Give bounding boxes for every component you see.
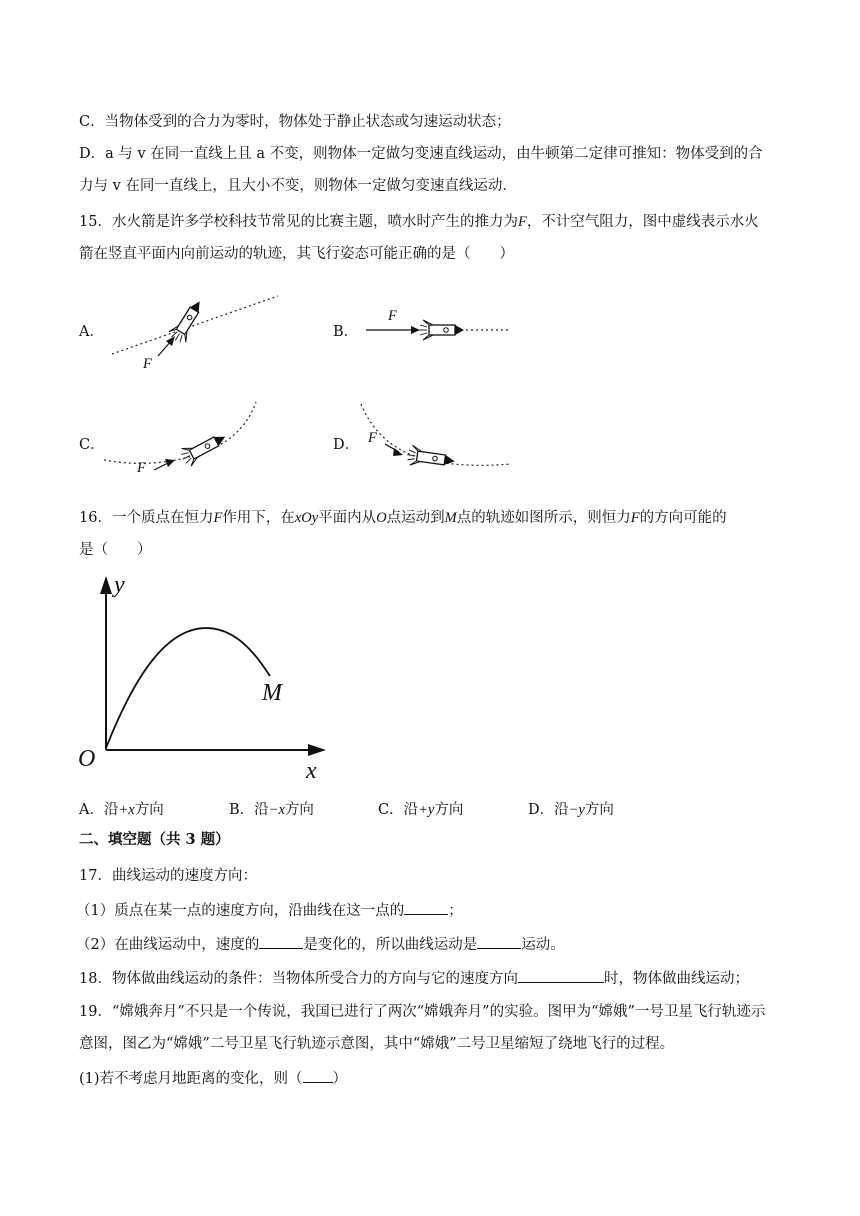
- q15-option-a-force-label: F: [143, 356, 152, 372]
- q19-stem-line1: 19．“嫦娥奔月”不只是一个传说，我国已进行了两次“嫦娥奔月”的实验。图甲为“嫦娥”一号卫星飞行轨迹示: [79, 1004, 766, 1020]
- q18-blank[interactable]: [518, 968, 604, 983]
- q16-option-b: B．沿−x方向: [229, 802, 314, 818]
- q15-option-a-figure: [100, 290, 300, 380]
- q15-option-c-label: C．: [79, 437, 105, 453]
- graph-point-m-label: M: [262, 680, 282, 706]
- q16-option-c: C．沿+y方向: [378, 802, 464, 818]
- section-2-title: 二、填空题（共 3 题）: [79, 831, 230, 848]
- q15-option-a-label: A．: [79, 324, 104, 340]
- q14-option-c: C．当物体受到的合力为零时，物体处于静止状态或匀速运动状态；: [79, 114, 511, 130]
- rocket-icon: [406, 445, 456, 471]
- q17-blank-1[interactable]: [404, 900, 448, 915]
- q17-blank-2[interactable]: [259, 934, 303, 949]
- q15-option-b-figure: [360, 314, 520, 344]
- q15-option-c-figure: [100, 398, 270, 478]
- q15-option-d-figure: [355, 400, 525, 475]
- q17-stem: 17．曲线运动的速度方向：: [79, 868, 257, 884]
- q19-sub1: (1)若不考虑月地距离的变化，则（ ）: [79, 1068, 347, 1089]
- q15-stem-line1: 15．水火箭是许多学校科技节常见的比赛主题，喷水时产生的推力为F，不计空气阻力，图中虚线表示水火: [79, 214, 759, 230]
- q19-stem-line2: 意图，图乙为“嫦娥”二号卫星飞行轨迹示意图，其中“嫦娥”二号卫星缩短了绕地飞行的过程。: [79, 1036, 675, 1052]
- graph-y-label: y: [114, 572, 125, 598]
- q19-blank-1[interactable]: [303, 1068, 333, 1083]
- rocket-icon: [419, 320, 464, 340]
- q15-option-d-label: D．: [333, 437, 360, 453]
- q17-sub1: （1）质点在某一点的速度方向，沿曲线在这一点的 ；: [76, 900, 463, 921]
- q16-option-d: D．沿−y方向: [528, 802, 614, 818]
- q18-stem: 18．物体做曲线运动的条件：当物体所受合力的方向与它的速度方向 时，物体做曲线运动；: [79, 968, 749, 989]
- q16-option-a: A．沿+x方向: [79, 802, 164, 818]
- q15-option-b-force-label: F: [388, 308, 397, 324]
- graph-origin-label: O: [78, 746, 96, 772]
- q14-option-d-line1: D．a 与 v 在同一直线上且 a 不变，则物体一定做匀变速直线运动，由牛顿第二定律可推知：物体受到的合: [79, 146, 763, 162]
- q17-sub2: （2）在曲线运动中，速度的 是变化的，所以曲线运动是 运动。: [76, 934, 565, 955]
- q16-trajectory-graph: [78, 572, 338, 782]
- q15-option-b-label: B．: [333, 324, 359, 340]
- q16-stem-line2: 是（ ）: [79, 542, 152, 558]
- graph-x-label: x: [306, 758, 317, 784]
- q17-blank-3[interactable]: [477, 934, 521, 949]
- q15-option-d-force-label: F: [368, 430, 377, 446]
- q16-stem-line1: 16．一个质点在恒力F作用下，在xOy平面内从O点运动到M点的轨迹如图所示，则恒力F的方向可能的: [79, 510, 727, 526]
- rocket-icon: [178, 428, 230, 468]
- q15-stem-line2: 箭在竖直平面内向前运动的轨迹，其飞行姿态可能正确的是（ ）: [79, 246, 514, 262]
- q14-option-d-line2: 力与 v 在同一直线上，且大小不变，则物体一定做匀变速直线运动．: [79, 178, 517, 194]
- q15-option-c-force-label: F: [137, 460, 146, 476]
